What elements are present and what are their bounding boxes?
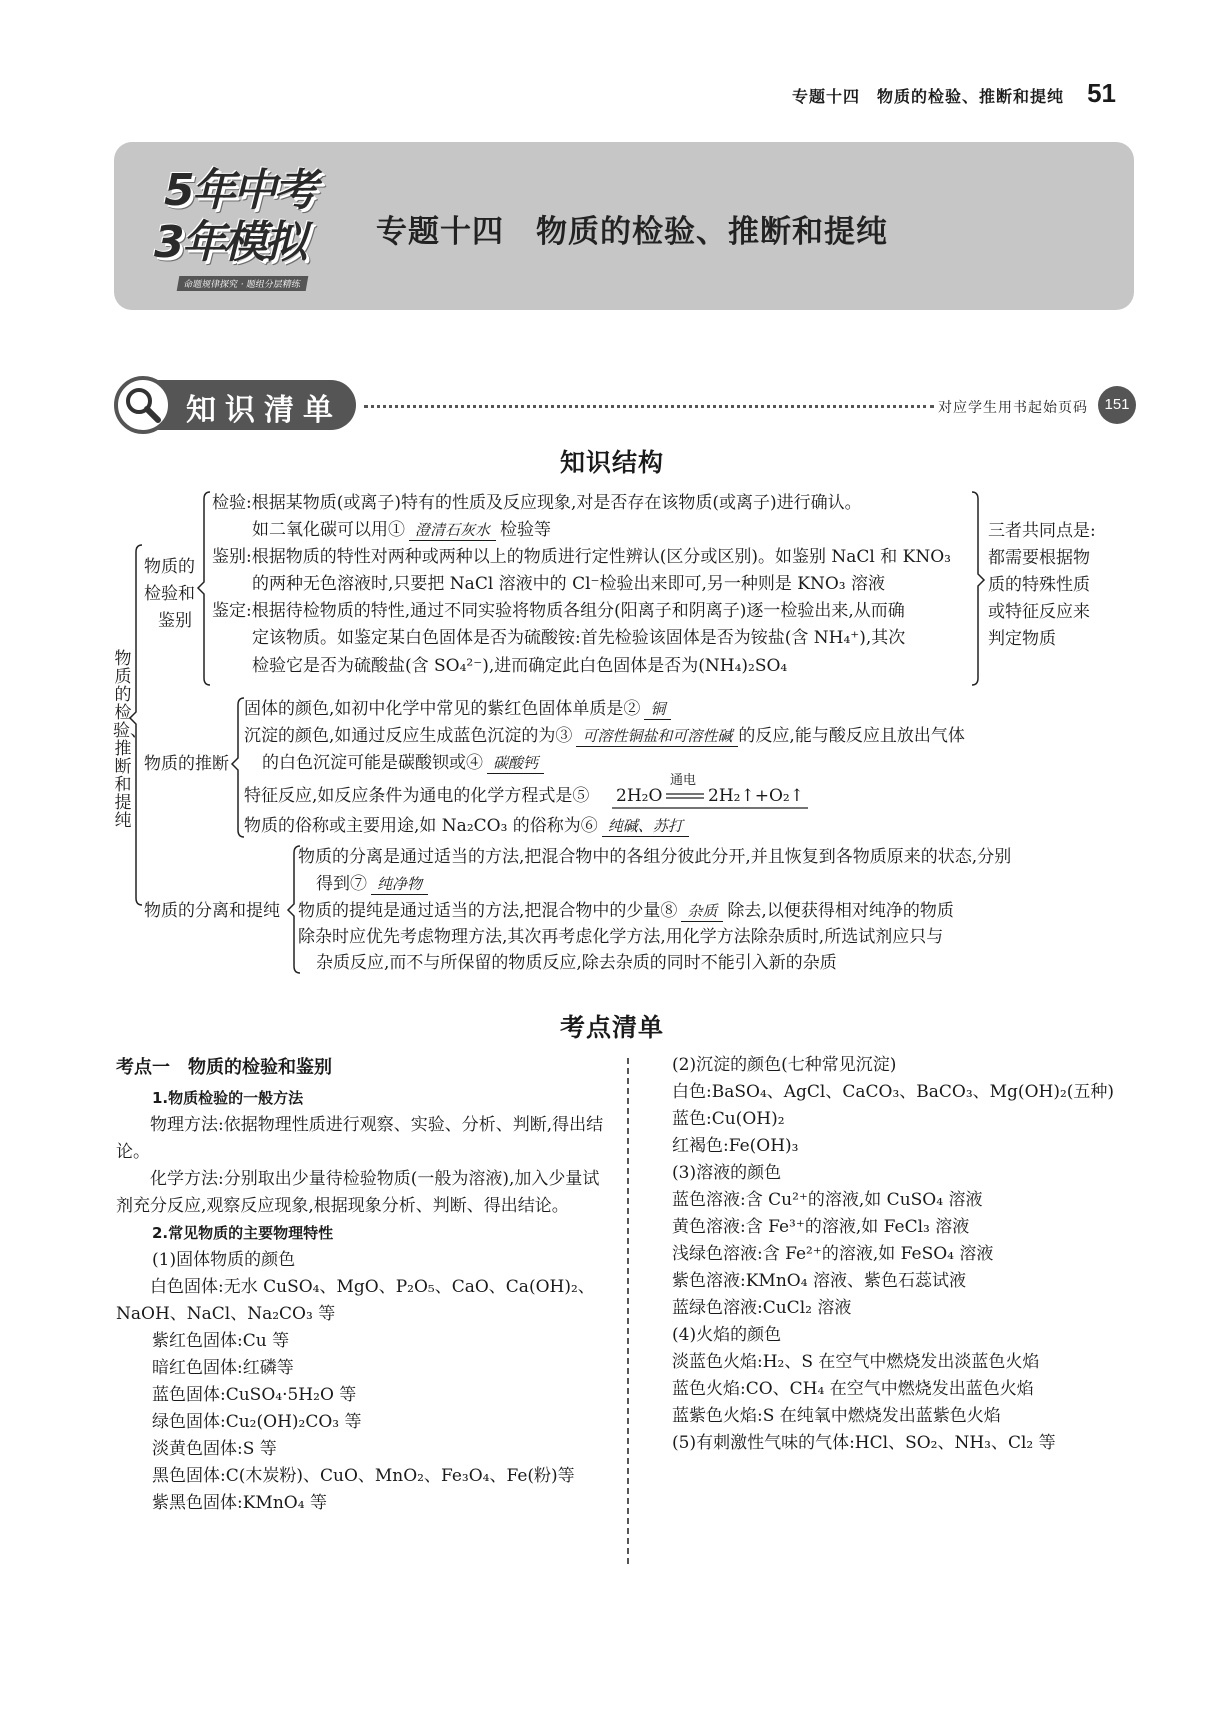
- chapter-title: 专题十四 物质的检验、推断和提纯: [376, 214, 888, 250]
- branch1-label-1: 物质的: [144, 557, 195, 577]
- subheading-2: 2.常见物质的主要物理特性: [152, 1224, 334, 1242]
- b3-line-3-post: 除去,以便获得相对纯净的物质: [727, 901, 954, 921]
- blue-solution: 蓝色溶液:含 Cu²⁺的溶液,如 CuSO₄ 溶液: [672, 1190, 983, 1210]
- b3-line-4: 除杂时应优先考虑物理方法,其次再考虑化学方法,用化学方法除杂质时,所选试剂应只与: [298, 927, 944, 947]
- equation-condition: 通电: [670, 773, 697, 788]
- b1-line-2: [252, 519, 551, 541]
- b1-line-2-post: 检验等: [500, 520, 552, 540]
- running-title: 专题十四 物质的检验、推断和提纯: [791, 87, 1064, 106]
- solid-colors-heading: (1)固体物质的颜色: [152, 1250, 296, 1270]
- column-divider: [627, 1058, 629, 1564]
- b1-line-3: 鉴别:根据物质的特性对两种或两种以上的物质进行定性辨认(区分或区别)。如鉴别 NaCl 和 KNO₃: [212, 547, 951, 567]
- blue-green-solution: 蓝绿色溶液:CuCl₂ 溶液: [672, 1298, 852, 1318]
- answer-4: 碳酸钙: [487, 753, 544, 774]
- logo-line-2: 3年模拟: [154, 217, 305, 268]
- b2-line-1: [244, 698, 671, 720]
- b3-line-1: 物质的分离是通过适当的方法,把混合物中的各组分彼此分开,并且恢复到各物质原来的状态,分别: [298, 847, 1012, 867]
- common-point-5: 判定物质: [988, 629, 1056, 649]
- branch3-label: 物质的分离和提纯: [144, 901, 280, 921]
- pale-yellow-solids: 淡黄色固体:S 等: [152, 1439, 277, 1459]
- b2-line-3: [262, 752, 544, 774]
- dark-red-solids: 暗红色固体:红磷等: [152, 1358, 294, 1378]
- structure-heading: 知识结构: [559, 448, 664, 477]
- b3-line-5: 杂质反应,而不与所保留的物质反应,除去杂质的同时不能引入新的杂质: [316, 953, 837, 973]
- answer-3: 可溶性铜盐和可溶性碱: [576, 726, 738, 747]
- solution-heading: (3)溶液的颜色: [672, 1163, 782, 1183]
- blue-purple-flame: 蓝紫色火焰:S 在纯氧中燃烧发出蓝紫色火焰: [672, 1406, 1001, 1426]
- tree-root-text: 物质的检验、推断和提纯: [113, 649, 147, 831]
- b1-line-7: 检验它是否为硫酸盐(含 SO₄²⁻),进而确定此白色固体是否为(NH₄)₂SO₄: [252, 656, 788, 676]
- yellow-solution: 黄色溶液:含 Fe³⁺的溶液,如 FeCl₃ 溶液: [672, 1217, 970, 1237]
- purple-red-solids: 紫红色固体:Cu 等: [152, 1331, 290, 1351]
- answer-8: 杂质: [681, 901, 723, 922]
- logo-tagline: 命题规律探究 · 题组分层精练: [177, 276, 308, 291]
- b2-line-1-pre: 固体的颜色,如初中化学中常见的紫红色固体单质是②: [244, 699, 641, 719]
- equation-right: 2H₂↑+O₂↑: [708, 786, 804, 806]
- brand-logo: [118, 150, 348, 300]
- b2-line-5-pre: 物质的俗称或主要用途,如 Na₂CO₃ 的俗称为⑥: [244, 816, 598, 836]
- section-ref-page: 151: [1098, 386, 1136, 424]
- purple-black-solids: 紫黑色固体:KMnO₄ 等: [152, 1493, 327, 1513]
- red-brown-precipitate: 红褐色:Fe(OH)₃: [672, 1136, 799, 1156]
- pale-blue-flame: 淡蓝色火焰:H₂、S 在空气中燃烧发出淡蓝色火焰: [672, 1352, 1040, 1372]
- magnifier-icon: [114, 376, 172, 434]
- black-solids: 黑色固体:C(木炭粉)、CuO、MnO₂、Fe₃O₄、Fe(粉)等: [152, 1466, 575, 1486]
- answer-7: 纯净物: [371, 874, 428, 895]
- b1-line-1: 检验:根据某物质(或离子)特有的性质及反应现象,对是否存在该物质(或离子)进行确认。: [212, 493, 862, 513]
- keypoint-1-title: 考点一 物质的检验和鉴别: [116, 1057, 332, 1078]
- flame-heading: (4)火焰的颜色: [672, 1325, 782, 1345]
- subheading-1: 1.物质检验的一般方法: [152, 1089, 304, 1107]
- common-point-3: 质的特殊性质: [988, 575, 1090, 595]
- white-solids: 白色固体:无水 CuSO₄、MgO、P₂O₅、CaO、Ca(OH)₂、NaOH、NaCl、Na₂CO₃ 等: [116, 1277, 595, 1324]
- branch2-label: 物质的推断: [144, 754, 229, 774]
- b2-line-4: [244, 785, 589, 807]
- branch1-label-2: 检验和: [144, 584, 195, 604]
- b3-line-3: [298, 900, 954, 922]
- tree-root-label: [113, 649, 147, 831]
- light-green-solution: 浅绿色溶液:含 Fe²⁺的溶液,如 FeSO₄ 溶液: [672, 1244, 994, 1264]
- keypoints-heading: 考点清单: [559, 1013, 664, 1042]
- blue-solids: 蓝色固体:CuSO₄·5H₂O 等: [152, 1385, 357, 1405]
- common-point-4: 或特征反应来: [988, 602, 1090, 622]
- common-point-1: 三者共同点是:: [988, 521, 1096, 541]
- b2-line-2-pre: 沉淀的颜色,如通过反应生成蓝色沉淀的为③: [244, 726, 573, 746]
- b2-line-2: [244, 725, 965, 747]
- logo-line-1: 5年中考: [164, 165, 315, 216]
- b2-line-4-pre: 特征反应,如反应条件为通电的化学方程式是⑤: [244, 786, 590, 806]
- section-title: 知识清单: [186, 393, 342, 428]
- paragraph-physical: 物理方法:依据物理性质进行观察、实验、分析、判断,得出结论。: [116, 1115, 604, 1162]
- answer-1: 澄清石灰水: [409, 520, 496, 541]
- dotted-leader: [364, 405, 934, 408]
- keypoints-left-column: [116, 1054, 610, 1517]
- answer-6: 纯碱、苏打: [602, 816, 689, 837]
- b3-line-2-pre: 得到⑦: [316, 874, 367, 894]
- blue-precipitate: 蓝色:Cu(OH)₂: [672, 1109, 785, 1129]
- b3-line-2: [316, 873, 428, 895]
- answer-2: 铜: [644, 699, 671, 720]
- b1-line-5: 鉴定:根据待检物质的特性,通过不同实验将物质各组分(阳离子和阴离子)逐一检验出来,从而确: [212, 601, 905, 621]
- paragraph-chemical: 化学方法:分别取出少量待检验物质(一般为溶液),加入少量试剂充分反应,观察反应现象,根据现象分析、判断、得出结论。: [116, 1169, 600, 1216]
- branch1-label-3: 鉴别: [158, 611, 192, 631]
- green-solids: 绿色固体:Cu₂(OH)₂CO₃ 等: [152, 1412, 362, 1432]
- b1-line-6: 定该物质。如鉴定某白色固体是否为硫酸铵:首先检验该固体是否为铵盐(含 NH₄⁺),其次: [252, 628, 906, 648]
- keypoints-right-column: [672, 1052, 1142, 1457]
- precipitate-heading: (2)沉淀的颜色(七种常见沉淀): [672, 1055, 897, 1075]
- page-number: 51: [1087, 78, 1116, 108]
- b1-line-4: 的两种无色溶液时,只要把 NaCl 溶液中的 Cl⁻检验出来即可,另一种则是 KNO₃ 溶液: [252, 574, 886, 594]
- white-precipitates: 白色:BaSO₄、AgCl、CaCO₃、BaCO₃、Mg(OH)₂(五种): [672, 1082, 1115, 1102]
- pungent-gases: (5)有刺激性气味的气体:HCl、SO₂、NH₃、Cl₂ 等: [672, 1433, 1056, 1453]
- common-point-2: 都需要根据物: [988, 548, 1090, 568]
- blue-flame: 蓝色火焰:CO、CH₄ 在空气中燃烧发出蓝色火焰: [672, 1379, 1034, 1399]
- b1-line-2-pre: 如二氧化碳可以用①: [252, 520, 405, 540]
- purple-solution: 紫色溶液:KMnO₄ 溶液、紫色石蕊试液: [672, 1271, 966, 1291]
- b2-line-3-pre: 的白色沉淀可能是碳酸钡或④: [262, 753, 483, 773]
- b3-line-3-pre: 物质的提纯是通过适当的方法,把混合物中的少量⑧: [298, 901, 678, 921]
- section-ref-text: 对应学生用书起始页码: [938, 400, 1088, 416]
- b2-line-2-post: 的反应,能与酸反应且放出气体: [738, 726, 965, 746]
- b2-line-5: [244, 815, 689, 837]
- equation-left: 2H₂O: [616, 786, 663, 806]
